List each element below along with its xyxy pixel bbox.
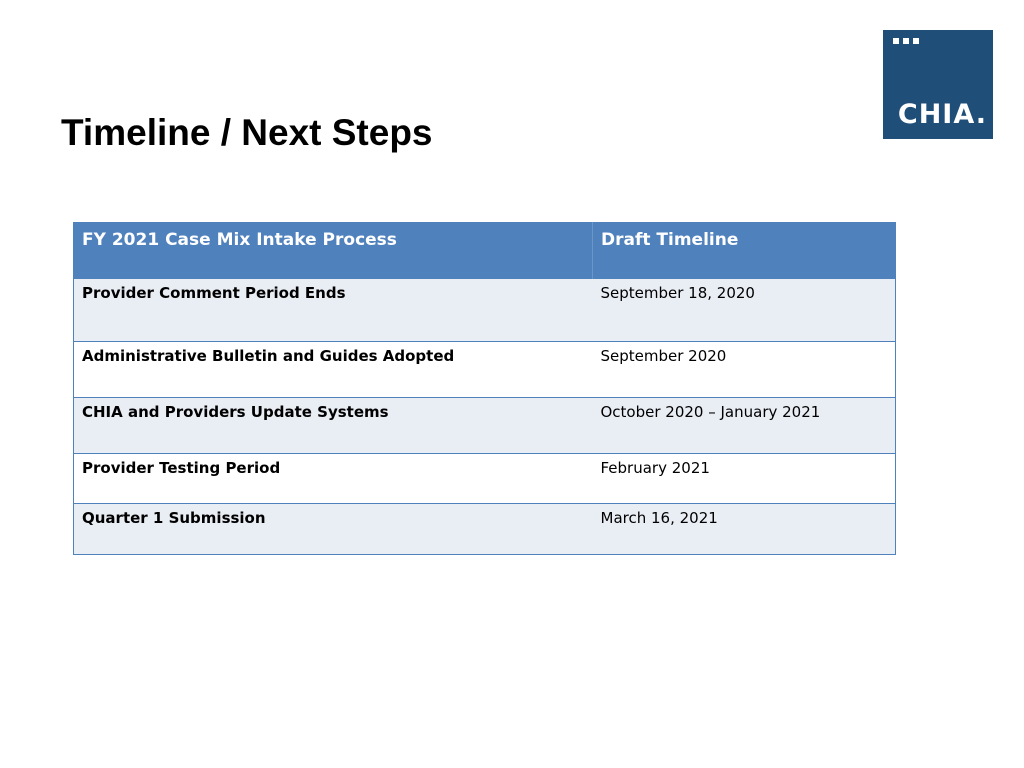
timeline-cell: October 2020 – January 2021: [593, 397, 896, 453]
timeline-cell: September 18, 2020: [593, 279, 896, 341]
process-cell: Provider Testing Period: [74, 453, 593, 503]
header-process: FY 2021 Case Mix Intake Process: [74, 222, 593, 279]
logo-dots: [893, 38, 919, 44]
process-cell: Quarter 1 Submission: [74, 503, 593, 554]
timeline-table: [73, 222, 896, 555]
table-row: [74, 279, 896, 341]
table-header-row: [74, 222, 896, 279]
table-row: [74, 397, 896, 453]
logo-dot: [913, 38, 919, 44]
process-cell: Provider Comment Period Ends: [74, 279, 593, 341]
chia-logo: [883, 30, 993, 139]
table-row: [74, 341, 896, 397]
logo-text: CHIA.: [897, 99, 987, 130]
process-cell: CHIA and Providers Update Systems: [74, 397, 593, 453]
logo-dot: [893, 38, 899, 44]
table-row: [74, 453, 896, 503]
timeline-cell: February 2021: [593, 453, 896, 503]
timeline-cell: September 2020: [593, 341, 896, 397]
header-draft-timeline: Draft Timeline: [593, 222, 896, 279]
process-cell: Administrative Bulletin and Guides Adopted: [74, 341, 593, 397]
slide-title: Timeline / Next Steps: [61, 112, 433, 153]
timeline-cell: March 16, 2021: [593, 503, 896, 554]
logo-dot: [903, 38, 909, 44]
table-row: [74, 503, 896, 554]
